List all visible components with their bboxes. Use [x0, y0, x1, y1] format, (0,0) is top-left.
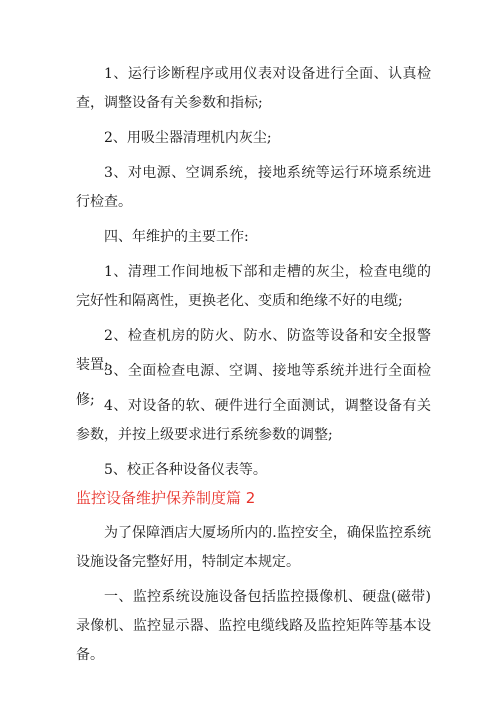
paragraph-equipment-list: 一、监控系统设施设备包括监控摄像机、硬盘(磁带)录像机、监控显示器、监控电缆线路及监控矩阵等基本设备。 — [76, 589, 431, 663]
paragraph-full-inspection: 3、全面检查电源、空调、接地等系统并进行全面检修; — [76, 363, 431, 408]
paragraph-vacuum-dust: 2、用吸尘器清理机内灰尘; — [104, 130, 272, 146]
paragraph-check-fire-water-theft: 2、检查机房的防火、防水、防盗等设备和安全报警装置; — [76, 328, 431, 373]
section-heading: 监控设备维护保养制度篇 2 — [76, 489, 256, 507]
paragraph-check-power-ac: 3、对电源、空调系统，接地系统等运行环境系统进行检查。 — [76, 165, 431, 210]
paragraph-calibrate-instruments: 5、校正各种设备仪表等。 — [104, 462, 267, 478]
paragraph-full-testing: 4、对设备的软、硬件进行全面测试，调整设备有关参数，并按上级要求进行系统参数的调整; — [76, 398, 431, 443]
paragraph-clean-floor-cables: 1、清理工作间地板下部和走槽的灰尘，检查电缆的完好性和隔离性，更换老化、变质和绝缘不好的电缆; — [76, 264, 431, 309]
paragraph-run-diagnostics: 1、运行诊断程序或用仪表对设备进行全面、认真检查，调整设备有关参数和指标; — [76, 66, 431, 111]
paragraph-annual-maintenance-title: 四、年维护的主要工作: — [104, 229, 249, 245]
paragraph-purpose: 为了保障酒店大厦场所内的.监控安全，确保监控系统设施设备完整好用，特制定本规定。 — [76, 525, 431, 570]
